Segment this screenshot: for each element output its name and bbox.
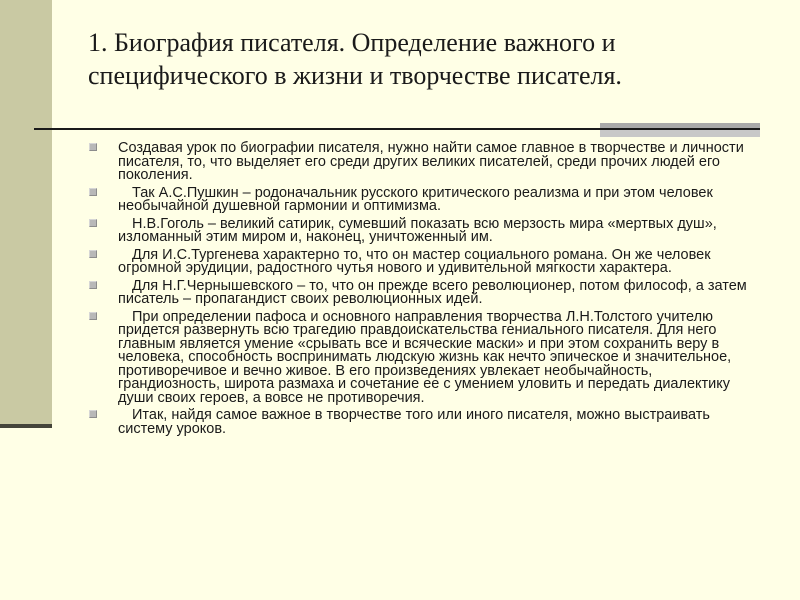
- square-bullet-icon: [89, 219, 97, 227]
- bullet-text: Создавая урок по биографии писателя, нужно найти самое главное в творчестве и личности писателя, то, что выделяет его среди других великих писателей, среди прочих людей его поколения.: [118, 140, 744, 183]
- list-item: [86, 246, 758, 276]
- list-item: [86, 184, 758, 214]
- bullet-list: [86, 142, 758, 440]
- list-item: [86, 215, 758, 245]
- square-bullet-icon: [89, 143, 97, 151]
- list-item: [86, 409, 758, 436]
- square-bullet-icon: [89, 281, 97, 289]
- list-item: [86, 277, 758, 307]
- bullet-text: При определении пафоса и основного направления творчества Л.Н.Толстого учителю придется развернуть всю трагедию правдоискательства гениального писателя. Для него главным является умение «срывать все и всяческие маски» и при этом сохранить веру в человека, способность воспринимать людскую жизнь как нечто эпическое и значительное, противоречивое и вечно живое. В его произведениях увлекает необычайность, грандиозность, широта размаха и сочетание ее с умением уловить и передать диалектику души своих героев, а вовсе не противоречия.: [118, 308, 732, 406]
- bullet-text: Н.В.Гоголь – великий сатирик, сумевший показать всю мерзость мира «мертвых душ», изломанный этим миром и, наконец, уничтоженный им.: [118, 215, 717, 245]
- bullet-text: Для Н.Г.Чернышевского – то, что он прежде всего революционер, потом философ, а затем писатель – пропагандист своих революционных идей.: [118, 277, 747, 307]
- square-bullet-icon: [89, 188, 97, 196]
- list-item: [86, 142, 758, 183]
- square-bullet-icon: [89, 250, 97, 258]
- bullet-text: Для И.С.Тургенева характерно то, что он мастер социального романа. Он же человек огромной эрудиции, радостного чутья нового и удивительной мягкости характера.: [118, 246, 711, 276]
- list-item: [86, 308, 758, 406]
- bullet-text: Итак, найдя самое важное в творчестве того или иного писателя, можно выстраивать систему уроков.: [118, 407, 710, 437]
- bullet-text: Так А.С.Пушкин – родоначальник русского критического реализма и при этом человек необычайной душевной гармонии и оптимизма.: [118, 184, 713, 214]
- decorative-sidebar: [0, 0, 52, 428]
- accent-bar-light: [600, 130, 760, 137]
- slide-title: 1. Биография писателя. Определение важного и специфического в жизни и творчестве писателя.: [88, 28, 622, 90]
- square-bullet-icon: [89, 312, 97, 320]
- sidebar-base-line: [0, 424, 52, 428]
- square-bullet-icon: [89, 410, 97, 418]
